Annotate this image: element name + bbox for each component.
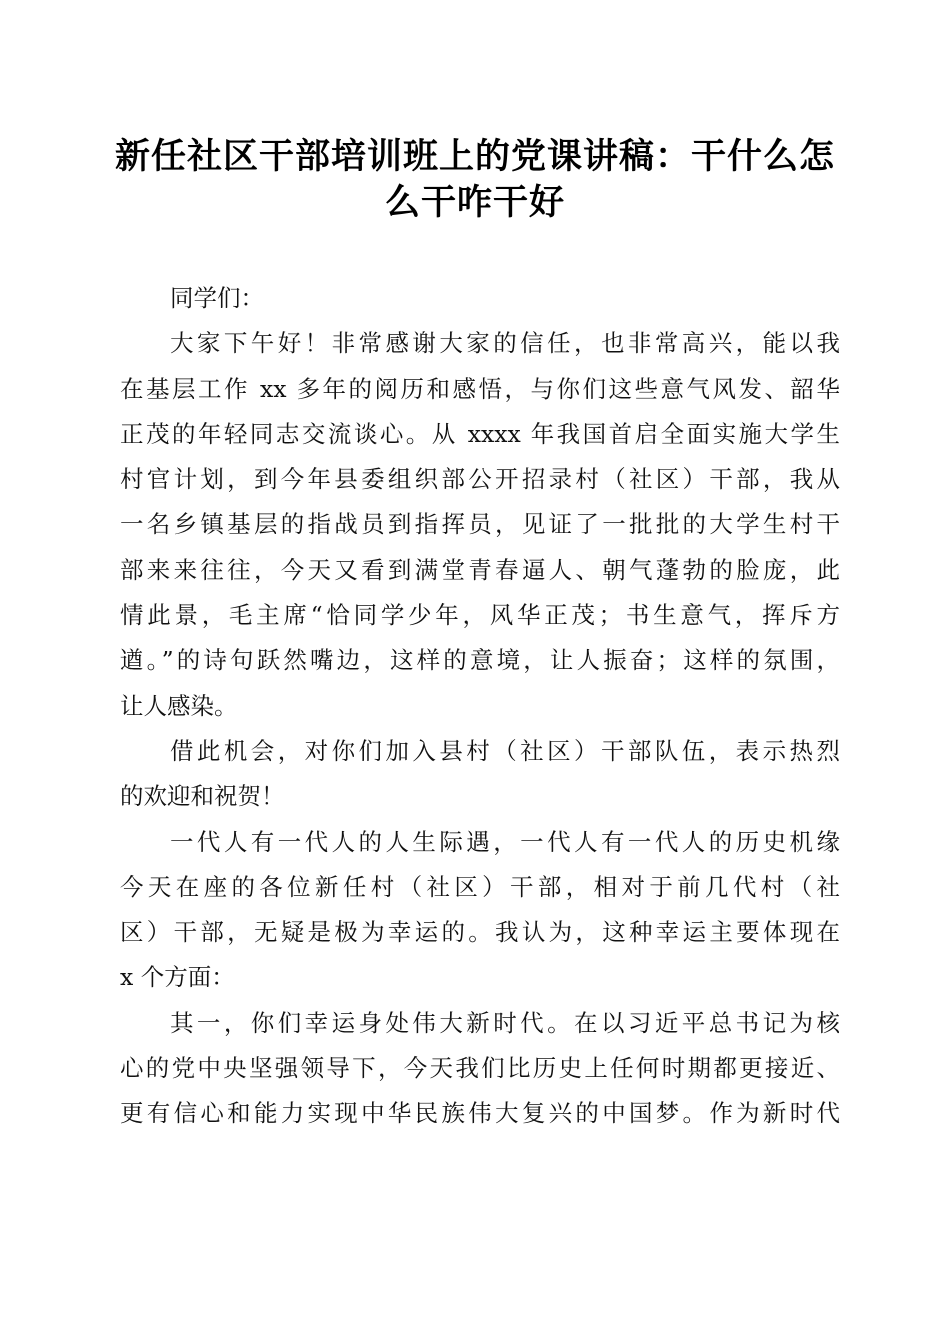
body-line: 其一，你们幸运身处伟大新时代。在以习近平总书记为核: [170, 1008, 840, 1037]
body-line: 借此机会，对你们加入县村（社区）干部队伍，表示热烈: [170, 736, 840, 765]
body-line: 一代人有一代人的人生际遇，一代人有一代人的历史机缘: [170, 827, 840, 856]
body-line: 部来来往往，今天又看到满堂青春逼人、朝气蓬勃的脸庞，此: [120, 555, 840, 584]
body-line: 更有信心和能力实现中华民族伟大复兴的中国梦。作为新时代: [120, 1099, 840, 1128]
document-title: [110, 134, 840, 226]
document-body: [120, 276, 840, 1137]
body-line: 让人感染。: [120, 691, 238, 720]
body-line: 村官计划，到今年县委组织部公开招录村（社区）干部，我从: [120, 465, 840, 494]
body-line: 区）干部，无疑是极为幸运的。我认为，这种幸运主要体现在: [120, 918, 840, 947]
body-line: 在基层工作 xx 多年的阅历和感悟，与你们这些意气风发、韶华: [120, 374, 840, 403]
title-line-2: 么干咋干好: [384, 182, 565, 223]
salutation: 同学们：: [170, 284, 264, 312]
body-line: x 个方面：: [120, 963, 235, 992]
body-line: 情此景，毛主席“恰同学少年，风华正茂；书生意气，挥斥方: [120, 601, 840, 630]
body-line: 遒。”的诗句跃然嘴边，这样的意境，让人振奋；这样的氛围，: [120, 646, 840, 675]
body-line: 大家下午好！非常感谢大家的信任，也非常高兴，能以我: [170, 329, 840, 358]
body-line: 的欢迎和祝贺！: [120, 782, 285, 811]
body-line: 正茂的年轻同志交流谈心。从 xxxx 年我国首启全面实施大学生: [120, 419, 840, 448]
title-line-1: 新任社区干部培训班上的党课讲稿：干什么怎: [114, 136, 835, 177]
body-line: 心的党中央坚强领导下，今天我们比历史上任何时期都更接近、: [120, 1054, 840, 1083]
body-line: 今天在座的各位新任村（社区）干部，相对于前几代村（社: [120, 872, 840, 901]
body-line: 一名乡镇基层的指战员到指挥员，见证了一批批的大学生村干: [120, 510, 840, 539]
